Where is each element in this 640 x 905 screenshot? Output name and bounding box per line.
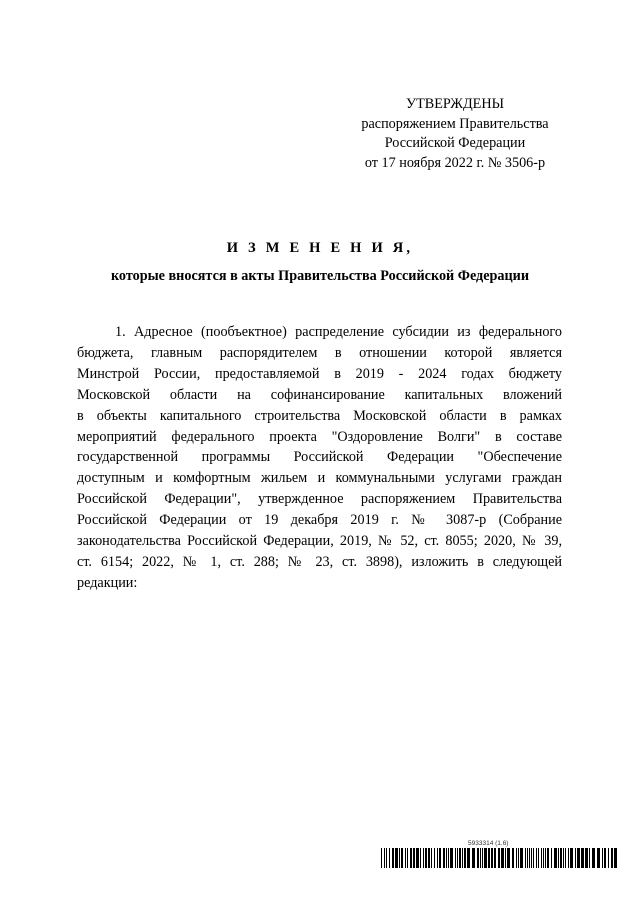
barcode — [380, 848, 620, 868]
barcode-label: 5933314 (1.6) — [468, 840, 509, 847]
approval-government: Российской Федерации — [384, 135, 526, 151]
paragraph-line: ст. 6154; 2022, № 1, ст. 288; № 23, ст. 3898), изложить в следующей — [77, 553, 562, 570]
approval-heading: УТВЕРЖДЕНЫ — [406, 96, 504, 112]
approval-authority: распоряжением Правительства — [361, 115, 549, 132]
paragraph-line: в объекты капитального строительства Московской области в рамках — [77, 407, 562, 424]
paragraph-line: Российской Федерации", утвержденное распоряжением Правительства — [77, 491, 562, 508]
paragraph-line: 1. Адресное (пообъектное) распределение субсидии из федерального — [115, 324, 562, 340]
paragraph-line: Российской Федерации от 19 декабря 2019 г. № 3087-р (Собрание — [77, 512, 562, 529]
approval-date-number: от 17 ноября 2022 г. № 3506-р — [364, 154, 546, 171]
document-title: И З М Е Н Е Н И Я, — [226, 240, 414, 256]
paragraph-1 — [77, 322, 562, 594]
paragraph-line: бюджета, главным распорядителем в отношении которой является — [77, 344, 562, 361]
paragraph-line: редакции: — [77, 574, 138, 591]
approval-block — [340, 95, 570, 173]
document-footer — [380, 840, 620, 870]
paragraph-line: Минстрой России, предоставляемой в 2019 - 2024 годах бюджету — [77, 365, 562, 382]
paragraph-line: законодательства Российской Федерации, 2019, № 52, ст. 8055; 2020, № 39, — [77, 533, 562, 550]
document-subtitle: которые вносятся в акты Правительства Российской Федерации — [110, 268, 530, 284]
paragraph-line: доступным и комфортным жильем и коммунальными услугами граждан — [77, 470, 562, 487]
paragraph-line: мероприятий федерального проекта "Оздоровление Волги" в составе — [77, 428, 562, 445]
paragraph-line: Московской области на софинансирование капитальных вложений — [77, 386, 562, 403]
paragraph-line: государственной программы Российской Федерации "Обеспечение — [77, 449, 562, 466]
